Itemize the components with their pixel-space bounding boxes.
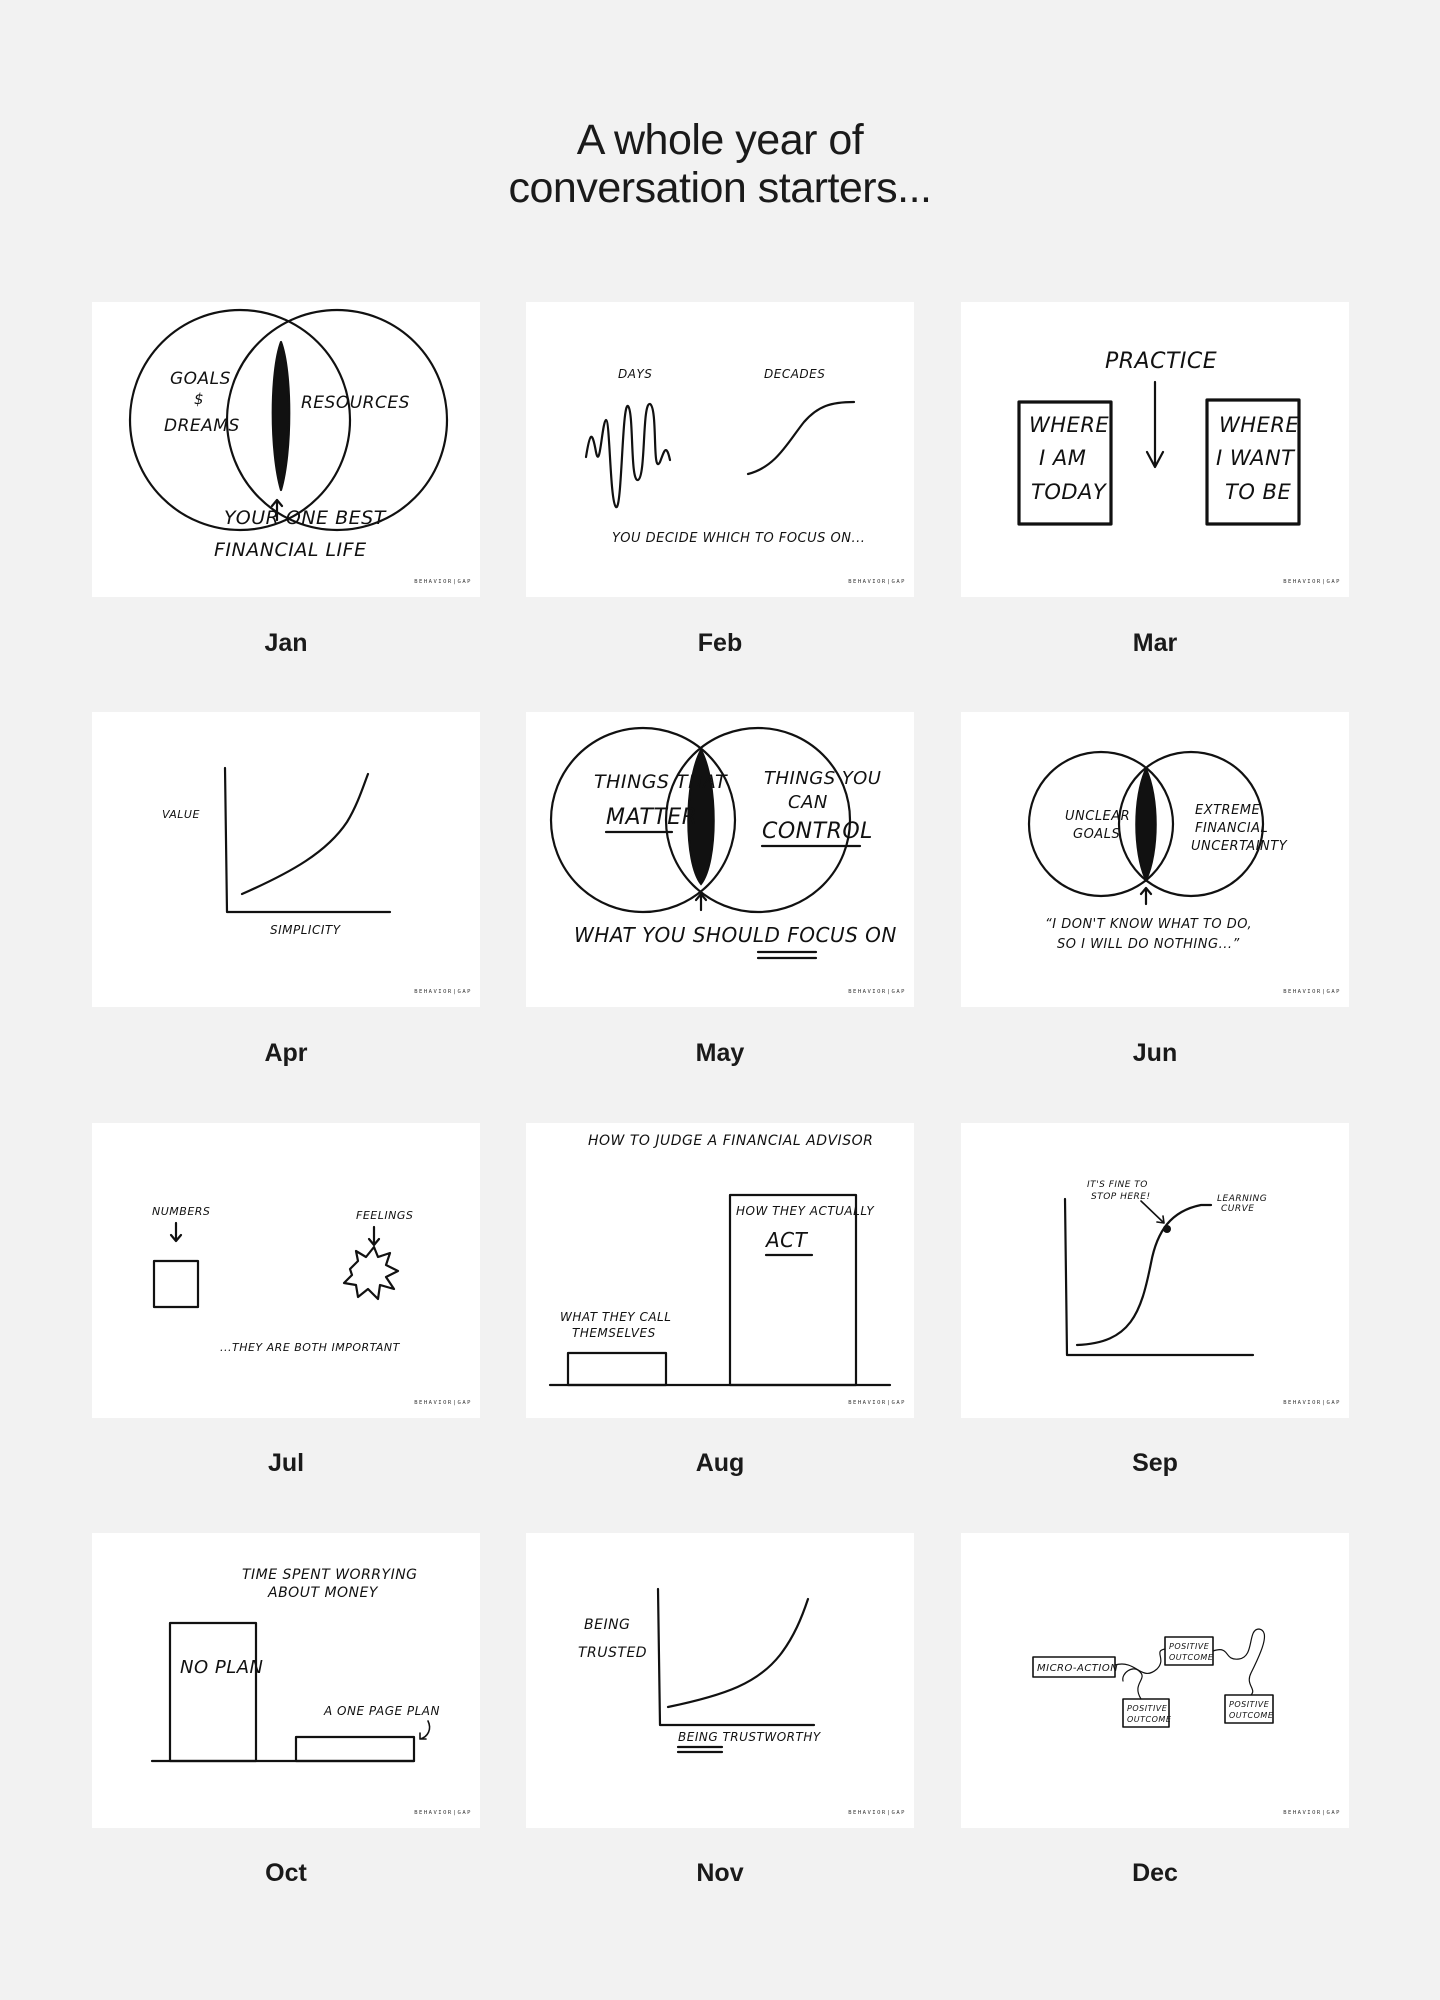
behavior-gap-watermark: BEHAVIOR|GAP <box>414 1400 472 1406</box>
dec-micro-action-label: MICRO-ACTION <box>1037 1663 1119 1674</box>
aug-small-line-1: WHAT THEY CALL <box>560 1310 672 1324</box>
aug-small-line-2: THEMSELVES <box>572 1326 656 1340</box>
month-label-jul: Jul <box>267 1449 305 1477</box>
jan-resources-label: RESOURCES <box>301 393 410 413</box>
dec-outcome-c-line-1: POSITIVE <box>1229 1700 1270 1709</box>
behavior-gap-watermark: BEHAVIOR|GAP <box>1283 1400 1341 1406</box>
venn-uncertainty-sketch <box>961 712 1349 1007</box>
month-label-sep: Sep <box>1132 1449 1178 1477</box>
jan-goals-label: GOALS <box>170 369 231 389</box>
jun-left-line-1: UNCLEAR <box>1065 809 1131 824</box>
jun-quote-1: “I DON'T KNOW WHAT TO DO, <box>1045 917 1253 932</box>
dec-outcome-b-line-1: POSITIVE <box>1127 1704 1168 1713</box>
behavior-gap-watermark: BEHAVIOR|GAP <box>848 1810 906 1816</box>
sketch-card-feb[interactable] <box>526 302 914 597</box>
jun-left-line-2: GOALS <box>1073 827 1121 842</box>
jan-caption-2: FINANCIAL LIFE <box>214 539 367 561</box>
venn-matter-control-sketch <box>526 712 914 1007</box>
may-caption: WHAT YOU SHOULD FOCUS ON <box>574 923 897 947</box>
month-label-jun: Jun <box>1132 1039 1178 1067</box>
oct-title-line-2: ABOUT MONEY <box>268 1585 378 1601</box>
jan-dreams-label: DREAMS <box>164 416 240 436</box>
numbers-feelings-sketch <box>92 1123 480 1418</box>
behavior-gap-watermark: BEHAVIOR|GAP <box>848 989 906 995</box>
sep-note-line-1: IT'S FINE TO <box>1087 1180 1148 1190</box>
month-label-oct: Oct <box>265 1859 307 1887</box>
nov-x-label: BEING TRUSTWORTHY <box>678 1730 821 1744</box>
page-title-line-1: A whole year of <box>576 116 864 164</box>
behavior-gap-watermark: BEHAVIOR|GAP <box>1283 1810 1341 1816</box>
page-title-line-2: conversation starters... <box>508 164 932 212</box>
month-label-mar: Mar <box>1132 629 1178 657</box>
micro-action-outcomes-sketch <box>961 1533 1349 1828</box>
page-title <box>0 116 1440 212</box>
may-right-line-3: CONTROL <box>762 819 873 844</box>
jan-caption-1: YOUR ONE BEST <box>224 507 386 529</box>
month-label-apr: Apr <box>264 1039 308 1067</box>
behavior-gap-watermark: BEHAVIOR|GAP <box>414 989 472 995</box>
month-label-may: May <box>695 1039 745 1067</box>
behavior-gap-watermark: BEHAVIOR|GAP <box>414 1810 472 1816</box>
month-label-jan: Jan <box>264 629 308 657</box>
feb-decades-label: DECADES <box>764 367 826 381</box>
jun-right-line-3: UNCERTAINTY <box>1191 839 1288 854</box>
sep-label-line-1: LEARNING <box>1217 1194 1268 1204</box>
feb-days-label: DAYS <box>618 367 653 381</box>
month-label-dec: Dec <box>1132 1859 1178 1887</box>
jul-numbers-label: NUMBERS <box>152 1205 211 1218</box>
sketch-card-nov[interactable] <box>526 1533 914 1828</box>
trusted-trustworthy-sketch <box>526 1533 914 1828</box>
sketch-card-apr[interactable] <box>92 712 480 1007</box>
may-right-line-2: CAN <box>788 792 828 813</box>
nov-y-line-1: BEING <box>584 1617 631 1633</box>
month-label-nov: Nov <box>696 1859 744 1887</box>
sep-note-line-2: STOP HERE! <box>1091 1192 1151 1202</box>
sketch-card-dec[interactable] <box>961 1533 1349 1828</box>
learning-curve-sketch <box>961 1123 1349 1418</box>
mar-right-line-3: TO BE <box>1225 480 1292 504</box>
aug-act-label: ACT <box>766 1228 808 1252</box>
value-simplicity-chart-sketch <box>92 712 480 1007</box>
dec-outcome-a-line-2: OUTCOME <box>1169 1653 1214 1662</box>
behavior-gap-watermark: BEHAVIOR|GAP <box>414 579 472 585</box>
dec-outcome-b-line-2: OUTCOME <box>1127 1715 1172 1724</box>
aug-title: HOW TO JUDGE A FINANCIAL ADVISOR <box>588 1133 874 1149</box>
venn-goals-resources-sketch <box>92 302 480 597</box>
oct-small-label: A ONE PAGE PLAN <box>324 1704 440 1718</box>
jun-quote-2: SO I WILL DO NOTHING...” <box>1057 937 1240 952</box>
jul-caption: ...THEY ARE BOTH IMPORTANT <box>220 1341 400 1354</box>
mar-right-line-2: I WANT <box>1216 446 1295 470</box>
jul-feelings-label: FEELINGS <box>356 1209 414 1222</box>
feb-caption: YOU DECIDE WHICH TO FOCUS ON... <box>612 531 866 546</box>
behavior-gap-watermark: BEHAVIOR|GAP <box>1283 989 1341 995</box>
aug-tall-label: HOW THEY ACTUALLY <box>736 1204 875 1218</box>
may-left-line-2: MATTER <box>606 805 698 830</box>
dec-outcome-a-line-1: POSITIVE <box>1169 1642 1210 1651</box>
nov-y-line-2: TRUSTED <box>578 1645 648 1661</box>
behavior-gap-watermark: BEHAVIOR|GAP <box>1283 579 1341 585</box>
jun-right-line-2: FINANCIAL <box>1195 821 1269 836</box>
may-right-line-1: THINGS YOU <box>764 768 882 789</box>
oct-title-line-1: TIME SPENT WORRYING <box>242 1567 418 1583</box>
dec-outcome-c-line-2: OUTCOME <box>1229 1711 1274 1720</box>
sketch-card-sep[interactable] <box>961 1123 1349 1418</box>
mar-left-line-3: TODAY <box>1031 480 1107 504</box>
jun-right-line-1: EXTREME <box>1195 803 1261 818</box>
sketch-card-aug[interactable] <box>526 1123 914 1418</box>
sketch-card-may[interactable] <box>526 712 914 1007</box>
month-label-aug: Aug <box>695 1449 745 1477</box>
month-label-feb: Feb <box>697 629 743 657</box>
sketch-card-oct[interactable] <box>92 1533 480 1828</box>
sep-label-line-2: CURVE <box>1221 1204 1255 1214</box>
oct-tall-label: NO PLAN <box>180 1657 264 1678</box>
sketch-card-jun[interactable] <box>961 712 1349 1007</box>
behavior-gap-watermark: BEHAVIOR|GAP <box>848 579 906 585</box>
apr-simplicity-label: SIMPLICITY <box>270 923 341 937</box>
sketch-card-jul[interactable] <box>92 1123 480 1418</box>
worry-plan-sketch <box>92 1533 480 1828</box>
mar-left-line-1: WHERE <box>1029 413 1110 437</box>
apr-value-label: VALUE <box>162 808 200 821</box>
mar-left-line-2: I AM <box>1039 446 1087 470</box>
days-vs-decades-sketch <box>526 302 914 597</box>
behavior-gap-watermark: BEHAVIOR|GAP <box>848 1400 906 1406</box>
may-left-line-1: THINGS THAT <box>594 771 728 793</box>
mar-practice-label: PRACTICE <box>1105 349 1218 374</box>
sketch-card-jan[interactable] <box>92 302 480 597</box>
mar-right-line-1: WHERE <box>1219 413 1300 437</box>
sketch-card-mar[interactable] <box>961 302 1349 597</box>
judge-advisor-sketch <box>526 1123 914 1418</box>
practice-today-to-future-sketch <box>961 302 1349 597</box>
jan-amp-label: $ <box>194 390 205 408</box>
